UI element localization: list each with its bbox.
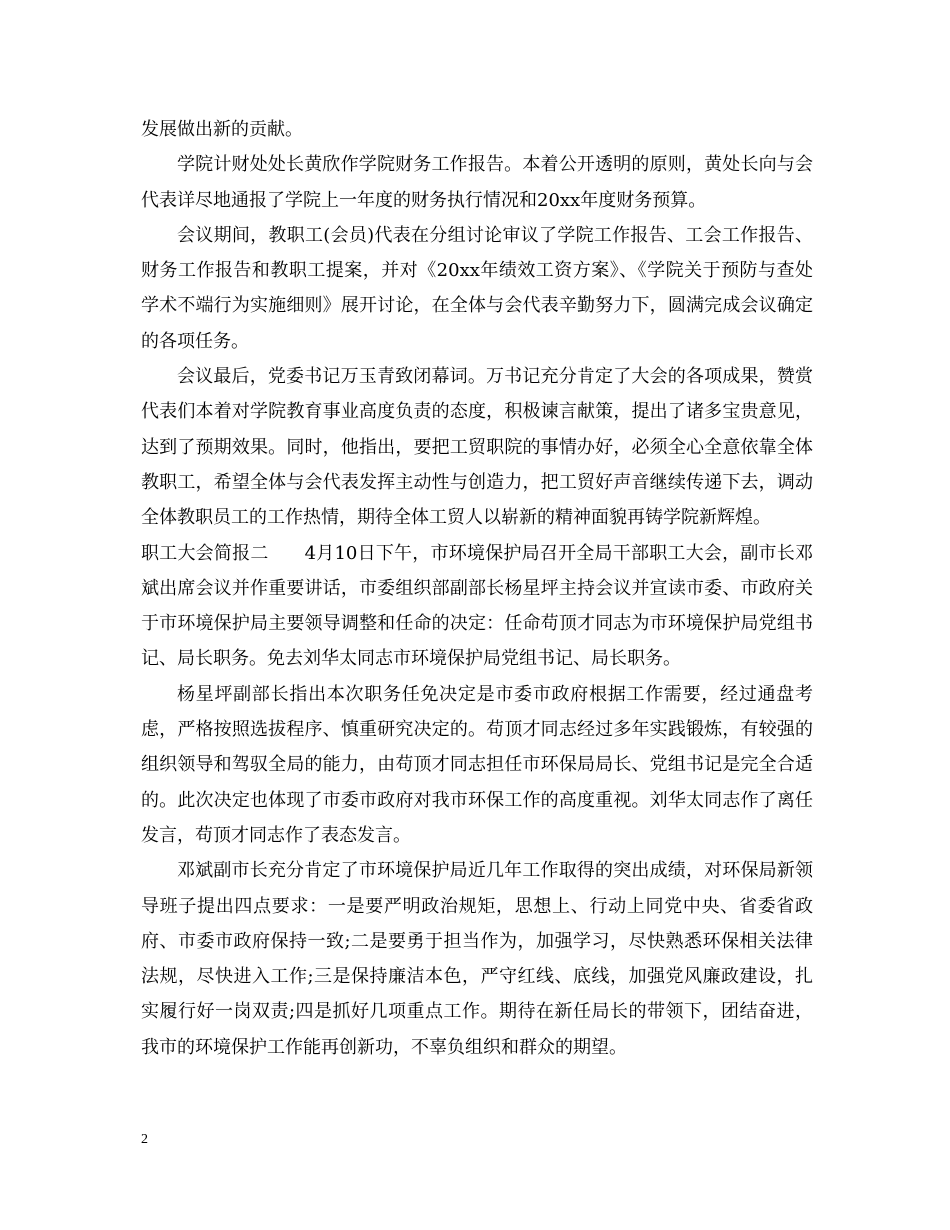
paragraph-3: 会议期间，教职工(会员)代表在分组讨论审议了学院工作报告、工会工作报告、财务工作报告和教职工提案，并对《20xx年绩效工资方案》、《学院关于预防与查处学术不端行为实施细则》展开讨论，在全体与会代表辛勤努力下，圆满完成会议确定的各项任务。: [141, 224, 813, 352]
paragraph-7: 邓斌副市长充分肯定了市环境保护局近几年工作取得的突出成绩，对环保局新领导班子提出四点要求：一是要严明政治规矩，思想上、行动上同党中央、省委省政府、市委市政府保持一致;二是要勇于担当作为，加强学习，尽快熟悉环保相关法律法规，尽快进入工作;三是保持廉洁本色，严守红线、底线，加强党风廉政建设，扎实履行好一岗双责;四是抓好几项重点工作。期待在新任局长的带领下，团结奋进，我市的环境保护工作能再创新功，不辜负组织和群众的期望。: [141, 860, 813, 1058]
paragraph-2: 学院计财处处长黄欣作学院财务工作报告。本着公开透明的原则，黄处长向与会代表详尽地通报了学院上一年度的财务执行情况和20xx年度财务预算。: [141, 154, 813, 211]
paragraph-6: 杨星坪副部长指出本次职务任免决定是市委市政府根据工作需要，经过通盘考虑，严格按照选拔程序、慎重研究决定的。苟顶才同志经过多年实践锻炼，有较强的组织领导和驾驭全局的能力，由苟顶才同志担任市环保局局长、党组书记是完全合适的。此次决定也体现了市委市政府对我市环保工作的高度重视。刘华太同志作了离任发言，苟顶才同志作了表态发言。: [141, 683, 813, 846]
paragraph-1: 发展做出新的贡献。: [141, 119, 303, 140]
paragraph-4: 会议最后，党委书记万玉青致闭幕词。万书记充分肯定了大会的各项成果，赞赏代表们本着对学院教育事业高度负责的态度，积极谏言献策，提出了诸多宝贵意见，达到了预期效果。同时，他指出，要把工贸职院的事情办好，必须全心全意依靠全体教职工，希望全体与会代表发挥主动性与创造力，把工贸好声音继续传递下去，调动全体教职员工的工作热情，期待全体工贸人以崭新的精神面貌再铸学院新辉煌。: [141, 366, 813, 529]
section-heading: 职工大会简报二: [141, 542, 269, 564]
section-lead-paragraph: [141, 536, 813, 677]
document-page: [141, 112, 813, 1065]
page-number: 2: [141, 1132, 148, 1147]
section-lead-text: 4月10日下午，市环境保护局召开全局干部职工大会，副市长邓斌出席会议并作重要讲话，市委组织部副部长杨星坪主持会议并宣读市委、市政府关于市环境保护局主要领导调整和任命的决定：任命苟顶才同志为市环境保护局党组书记、局长职务。免去刘华太同志市环境保护局党组书记、局长职务。: [141, 542, 813, 670]
